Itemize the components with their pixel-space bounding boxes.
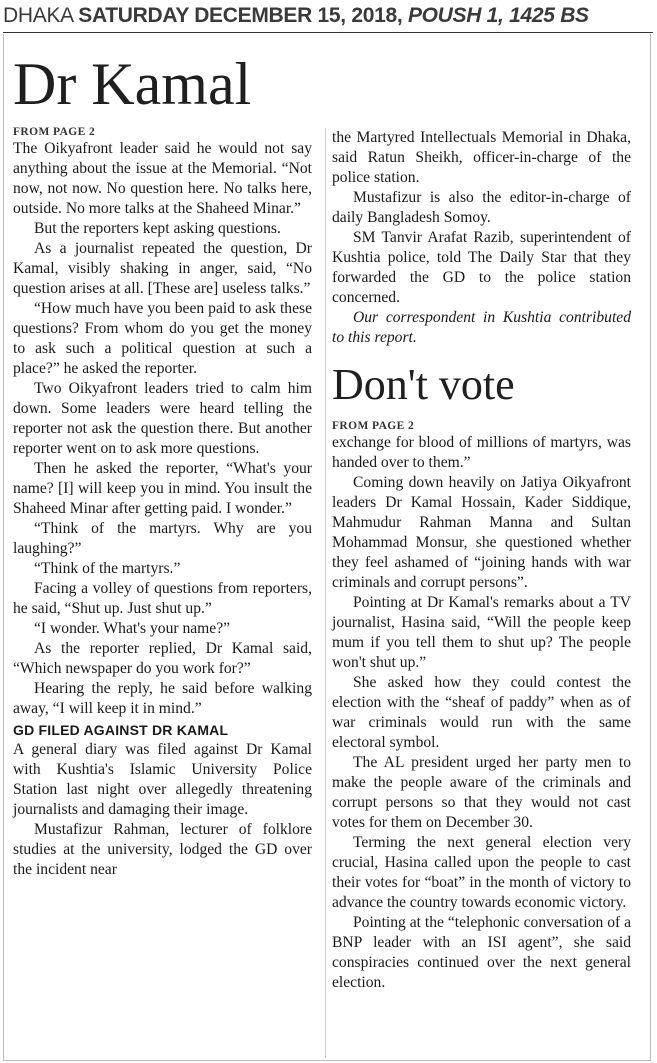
subhead-gd-filed: GD FILED AGAINST DR KAMAL — [13, 722, 229, 738]
paragraph: As the reporter replied, Dr Kamal said, “Which newspaper do you work for?” — [13, 640, 312, 677]
paragraph: exchange for blood of millions of martyrs, was handed over to them.” — [332, 434, 631, 471]
paragraph: The Oikyafront leader said he would not say anything about the issue at the Memorial. “Not now, not now. No question here. No talks here, outside. No more talks at the Shaheed Minar.” — [13, 140, 312, 217]
dateline-bengali-year: 1425 BS — [509, 4, 589, 27]
dateline-bengali-month: POUSH — [407, 4, 482, 27]
headline-dont-vote: Don't vote — [332, 360, 515, 409]
paragraph: “How much have you been paid to ask these questions? From whom do you get the money to ask such a political question at such a place?” he asked the reporter. — [13, 300, 312, 377]
paragraph: A general diary was filed against Dr Kamal with Kushtia's Islamic University Police Station last night over allegedly threatening journalists and damaging their image. — [13, 741, 312, 818]
paragraph: “Think of the martyrs. Why are you laughing?” — [13, 520, 312, 557]
story-column-2 — [332, 128, 631, 993]
paragraph: Coming down heavily on Jatiya Oikyafront leaders Dr Kamal Hossain, Kader Siddique, Mahmudur Rahman Manna and Sultan Mohammad Monsur, she questioned whether they feel ashamed of “joining hands with war criminals and corrupt persons”. — [332, 474, 631, 591]
dateline — [3, 0, 653, 33]
paragraph: As a journalist repeated the question, Dr Kamal, visibly shaking in anger, said, “No question arises at all. [These are] useless talks.” — [13, 240, 312, 297]
paragraph: Terming the next general election very crucial, Hasina called upon the people to cast their votes for “boat” in the month of victory to advance the country towards economic victory. — [332, 834, 631, 911]
paragraph: But the reporters kept asking questions. — [34, 220, 281, 237]
story-dr-kamal-column-1 — [13, 52, 312, 880]
from-page-label: FROM PAGE 2 — [13, 126, 96, 138]
paragraph: The AL president urged her party men to make the people aware of the criminals and corrupt persons so that they would not cast votes for them on December 30. — [332, 754, 631, 831]
paragraph: Facing a volley of questions from reporters, he said, “Shut up. Just shut up.” — [13, 580, 312, 617]
dateline-bengali-day: 1, — [486, 4, 504, 27]
paragraph: She asked how they could contest the election with the “sheaf of paddy” when as of war criminals would run with the same electoral symbol. — [332, 674, 631, 751]
paragraph: SM Tanvir Arafat Razib, superintendent of Kushtia police, told The Daily Star that they forwarded the GD to the police station concerned. — [332, 229, 631, 306]
paragraph: the Martyred Intellectuals Memorial in Dhaka, said Ratun Sheikh, officer-in-charge of the police station. — [332, 129, 631, 186]
paragraph: Two Oikyafront leaders tried to calm him down. Some leaders were heard telling the reporter not ask the question there. But another reporter went on to ask more questions. — [13, 380, 312, 457]
dateline-date: SATURDAY DECEMBER 15, 2018, — [78, 4, 403, 27]
paragraph: Then he asked the reporter, “What's your name? [I] will keep you in mind. You insult the Shaheed Minar after getting paid. I wonder.” — [13, 460, 312, 517]
paragraph: Pointing at the “telephonic conversation of a BNP leader with an ISI agent”, she said conspiracies continued over the next general election. — [332, 914, 632, 991]
paragraph: Pointing at Dr Kamal's remarks about a TV journalist, Hasina said, “Will the people keep mum if you tell them to shut up? The people won't shut up.” — [332, 594, 631, 671]
paragraph: Mustafizur Rahman, lecturer of folklore studies at the university, lodged the GD over the incident near — [13, 821, 312, 878]
credit-line: Our correspondent in Kushtia contributed to this report. — [332, 309, 631, 346]
paragraph: Mustafizur is also the editor-in-charge of daily Bangladesh Somoy. — [332, 189, 631, 226]
paragraph: “Think of the martyrs.” — [34, 560, 181, 577]
dateline-city: DHAKA — [3, 4, 73, 27]
headline-dr-kamal: Dr Kamal — [13, 51, 252, 117]
from-page-label: FROM PAGE 2 — [332, 420, 415, 432]
paragraph: Hearing the reply, he said before walking away, “I will keep it in mind.” — [13, 680, 312, 717]
column-divider — [325, 128, 326, 1058]
paragraph: “I wonder. What's your name?” — [34, 620, 231, 637]
